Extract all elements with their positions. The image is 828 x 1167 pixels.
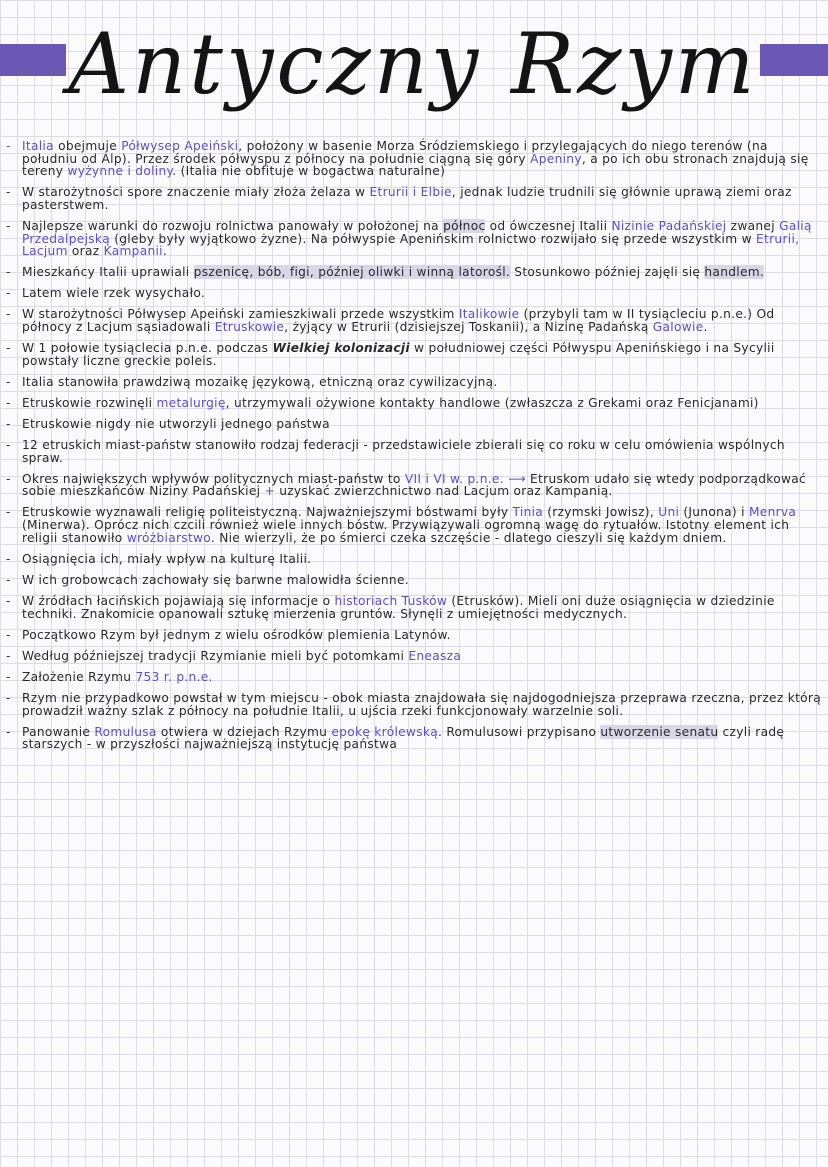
note-paragraph [6,376,824,389]
bullet-dash: - [6,627,11,642]
note-text: Etruskom udało się wtedy podporządkować sobie mieszkańców Niziny Padańskiej [22,471,806,499]
note-text: . [162,244,168,259]
page-title: Antyczny Rzym [68,15,758,113]
key-term: wyżynne i doliny [67,164,173,179]
note-text: (gleby były wyjątkowo żyzne). Na półwyspie Apenińskim rolnictwo rozwijało się przede wszystkim w [110,231,757,246]
note-paragraph [6,342,824,367]
note-text: obejmuje [53,139,122,153]
bullet-dash: - [6,286,11,301]
key-term: Uni [658,505,680,520]
note-text: Założenie Rzymu [22,669,136,684]
note-text: Italia stanowiła prawdziwą mozaikę językową, etniczną oraz cywilizacyjną. [22,374,498,389]
title-bar-right [760,44,828,76]
bullet-dash: - [6,438,11,453]
note-text: W starożytności Półwysep Apeiński zamieszkiwali przede wszystkim [22,307,459,322]
note-text: Rzym nie przypadkowo powstał w tym miejscu - obok miasta znajdowała się najdogodniejsza przeprawa rzeczna, przez którą prowadził ważny szlak z północy na południe Italii, u ujścia rzeki funkcjonowały warzelnie soli. [22,690,821,718]
bullet-dash: - [6,185,11,200]
note-text: (rzymski Jowisz), [543,505,659,520]
note-paragraph [6,692,824,717]
note-paragraph [6,671,824,684]
note-text: Początkowo Rzym był jednym z wielu ośrodków plemienia Latynów. [22,627,451,642]
note-text: otwiera w dziejach Rzymu [156,724,332,739]
note-paragraph [6,266,824,279]
key-term: Eneasza [408,648,462,663]
notes-list [6,140,824,759]
note-text: (przybyli tam w II tysiącleciu p.n.e.) Od północy z Lacjum sąsiadowali [22,307,775,335]
note-text: Okres największych wpływów politycznych miast-państw to [22,471,405,486]
note-paragraph [6,287,824,300]
bullet-dash: - [6,395,11,410]
key-term: Etruskowie [214,320,285,335]
key-term: Półwysep Apeiński [121,139,239,153]
highlighted-text: północ [443,218,486,233]
note-paragraph [6,574,824,587]
key-term: ⟶ [508,471,526,486]
note-text: 12 etruskich miast-państw stanowiło rodzaj federacji - przedstawiciele zbierali się co roku w celu omówienia wspólnych spraw. [22,438,785,465]
note-text: Etruskowie nigdy nie utworzyli jednego państwa [22,417,330,431]
bullet-dash: - [6,307,11,322]
note-text: , a po ich obu stronach znajdują się tereny [22,151,809,179]
note-text: W 1 połowie tysiąclecia p.n.e. podczas [22,341,273,356]
note-paragraph [6,726,824,751]
note-text: W ich grobowcach zachowały się barwne malowidła ścienne. [22,572,409,587]
note-text: Osiągnięcia ich, miały wpływ na kulturę Italii. [22,551,312,566]
bullet-dash: - [6,505,11,520]
key-term: Italikowie [458,307,520,322]
note-paragraph [6,418,824,431]
note-text: (Junona) i [679,505,749,520]
key-term: Menrva [748,505,797,520]
bullet-dash: - [6,551,11,566]
highlighted-text: pszenicę, bób, figi, później oliwki i winną latorośl. [193,265,511,280]
note-paragraph [6,473,824,498]
note-text: Według późniejszej tradycji Rzymianie mieli być potomkami [22,648,409,663]
note-text: Panowanie [22,724,95,739]
note-text: (Minerwa). Oprócz nich czcili również wiele innych bóstw. Przywiązywali ogromną wagę do rytuałów. Istotny element ich religii stanowiło [22,518,790,545]
note-text: zwanej [726,218,780,233]
key-term: Etrurii, Lacjum [22,231,800,259]
note-paragraph [6,506,824,544]
key-term: wróżbiarstwo [126,530,211,545]
key-term: historiach Tusków [334,593,448,608]
key-term: VII i VI w. p.n.e. [404,471,504,486]
bullet-dash: - [6,417,11,431]
bullet-dash: - [6,374,11,389]
key-term: Apeniny [530,151,582,166]
note-paragraph [6,308,824,333]
highlighted-text: handlem. [704,265,765,280]
note-text: , żyjący w Etrurii (dzisiejszej Toskanii), a Nizinę Padańską [284,320,653,335]
key-term: Italia [22,139,54,153]
note-paragraph [6,553,824,566]
bullet-dash: - [6,218,11,233]
key-term: Etrurii i Elbie [369,185,452,200]
key-term: metalurgię [156,395,226,410]
bullet-dash: - [6,593,11,608]
note-paragraph [6,629,824,642]
title-banner [0,0,828,128]
note-paragraph [6,439,824,464]
bullet-dash: - [6,648,11,663]
key-term: Galią Przedalpejską [22,218,812,246]
bullet-dash: - [6,669,11,684]
bullet-dash: - [6,724,11,739]
note-text: Stosunkowo później zajęli się [510,265,705,280]
bullet-dash: - [6,572,11,587]
note-text: , położony w basenie Morza Śródziemskiego i przylegających do niego terenów (na południu od Alp). Przez środek półwyspu z północy na południe ciągną się góry [22,139,768,166]
note-paragraph [6,650,824,663]
note-text: Etruskowie rozwinęli [22,395,157,410]
bold-term: Wielkiej kolonizacji [272,341,410,356]
note-paragraph [6,595,824,620]
highlighted-text: utworzenie senatu [600,724,719,739]
key-term: Tinia [512,505,544,520]
key-term: 753 r. p.n.e. [135,669,213,684]
note-text: czyli radę starszych - w przyszłości najważniejszą instytucję państwa [22,724,785,752]
note-text: , jednak ludzie trudnili się głównie uprawą ziemi oraz pasterstwem. [22,185,792,212]
note-text: Etruskowie wyznawali religię politeistyczną. Najważniejszymi bóstwami były [22,505,513,520]
note-text: W źródłach łacińskich pojawiają się informacje o [22,593,335,608]
key-term: Nizinie Padańskiej [611,218,727,233]
bullet-dash: - [6,341,11,356]
bullet-dash: - [6,265,11,280]
note-text: (Etrusków). Mieli oni duże osiągnięcia w dziedzinie techniki. Znakomicie opanowali sztukę mierzenia gruntów. Słynęli z umiejętności medycznych. [22,593,775,621]
note-text: . Romulusowi przypisano [437,724,601,739]
note-text: , utrzymywali ożywione kontakty handlowe (zwłaszcza z Grekami oraz Fenicjanami) [225,395,759,410]
note-text: Mieszkańcy Italii uprawiali [22,265,194,280]
note-text: . (Italia nie obfituje w bogactwa naturalne) [172,164,446,179]
key-term: epokę królewską [331,724,438,739]
title-bar-left [0,44,66,76]
key-term: Romulusa [94,724,157,739]
bullet-dash: - [6,471,11,486]
note-paragraph [6,220,824,258]
note-text: oraz [67,244,104,259]
key-term: + [264,484,276,499]
bullet-dash: - [6,690,11,705]
note-text: . [703,320,708,335]
key-term: Galowie [652,320,704,335]
note-text: w południowej części Półwyspu Apenińskiego i na Sycylii powstały liczne greckie poleis. [22,341,775,368]
note-text: W starożytności spore znaczenie miały złoża żelaza w [22,185,370,200]
bullet-dash: - [6,139,11,153]
note-paragraph [6,186,824,211]
note-text: Najlepsze warunki do rozwoju rolnictwa panowały w położonej na [22,218,444,233]
note-text: uzyskać zwierzchnictwo nad Lacjum oraz Kampanią. [275,484,613,499]
key-term: Kampanii [103,244,163,259]
note-paragraph [6,397,824,410]
note-text: Latem wiele rzek wysychało. [22,286,206,301]
note-text: . Nie wierzyli, że po śmierci czeka szczęście - dlatego cieszyli się każdym dniem. [210,530,727,545]
note-paragraph [6,140,824,178]
note-text: od ówczesnej Italii [485,218,612,233]
